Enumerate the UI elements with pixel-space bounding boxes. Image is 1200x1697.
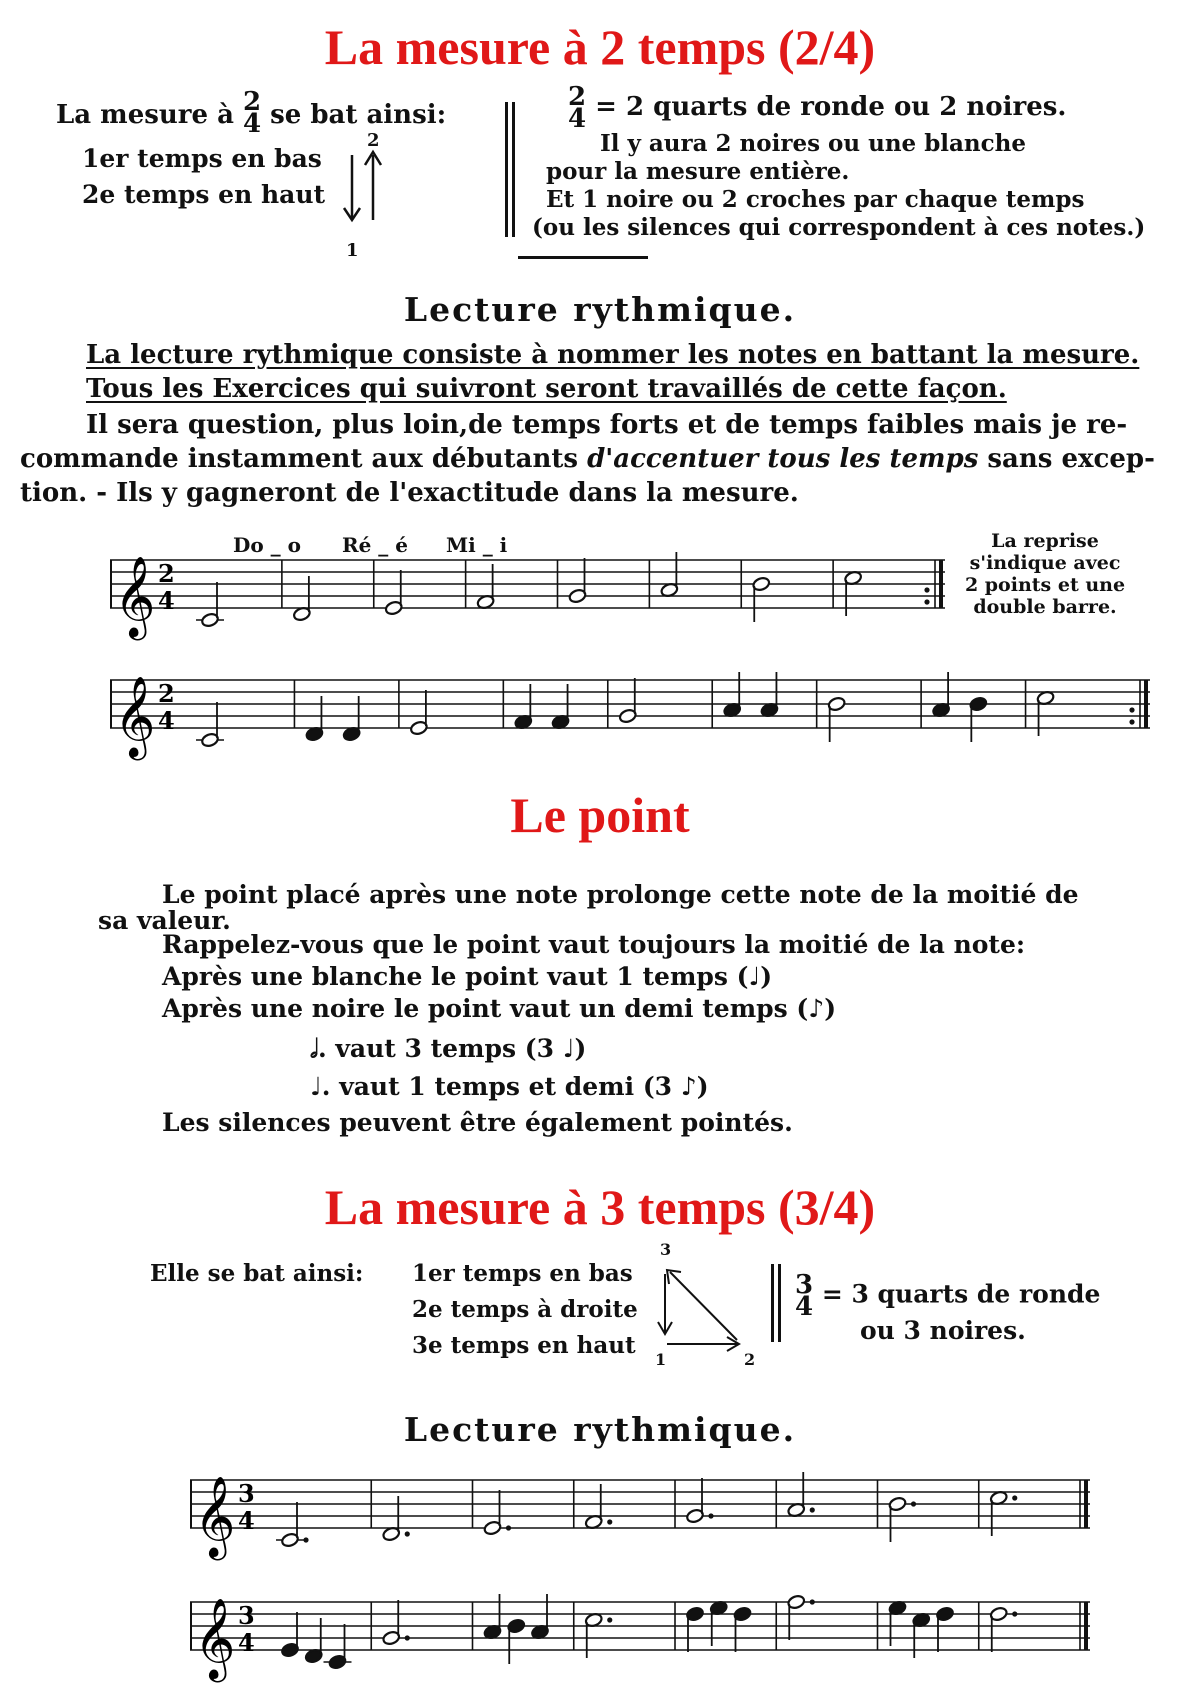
separator3-bar-2 bbox=[778, 1264, 781, 1342]
point-line-4: Après une blanche le point vaut 1 temps (♩) bbox=[162, 962, 773, 991]
augmentation-dot bbox=[303, 1537, 308, 1542]
repeat-dot bbox=[924, 599, 929, 604]
augmentation-dot bbox=[607, 1519, 612, 1524]
beat3-3: 3e temps en haut bbox=[412, 1332, 636, 1359]
lecture-para1-line1: La lecture rythmique consiste à nommer les notes en battant la mesure. bbox=[86, 340, 1140, 370]
lecture-heading-1: Lecture rythmique. bbox=[403, 290, 797, 329]
time-sig-num: 3 bbox=[238, 1601, 255, 1630]
augmentation-dot bbox=[405, 1635, 410, 1640]
lecture-para1-line2: Tous les Exercices qui suivront seront travaillés de cette façon. bbox=[86, 374, 1007, 404]
repeat-dot bbox=[1129, 707, 1134, 712]
underline-rule bbox=[518, 256, 648, 259]
tri-label-2: 2 bbox=[744, 1350, 756, 1369]
time-sig-den: 4 bbox=[238, 1506, 255, 1535]
treble-clef: 𝄞 bbox=[194, 1597, 236, 1679]
arrow-label-1: 1 bbox=[346, 240, 359, 261]
time-sig-den: 4 bbox=[238, 1628, 255, 1657]
lecture-para2-line3: tion. - Ils y gagneront de l'exactitude dans la mesure. bbox=[20, 478, 799, 508]
staff-2 bbox=[110, 660, 1150, 770]
augmentation-dot bbox=[607, 1617, 612, 1622]
treble-clef: 𝄞 bbox=[194, 1475, 236, 1557]
section-title-3-4: La mesure à 3 temps (3/4) bbox=[324, 1179, 876, 1235]
time-sig-num: 2 bbox=[158, 679, 175, 708]
lecture-para2-line1: Il sera question, plus loin,de temps forts et de temps faibles mais je re- bbox=[86, 410, 1128, 440]
point-line-2: sa valeur. bbox=[98, 906, 231, 935]
triangle-beat-diagram bbox=[645, 1250, 760, 1365]
augmentation-dot bbox=[810, 1599, 815, 1604]
beat-1: 1er temps en bas bbox=[82, 144, 322, 173]
tri-label-1: 1 bbox=[655, 1350, 667, 1369]
point-line-7: ♩. vaut 1 temps et demi (3 ♪) bbox=[310, 1072, 709, 1101]
treble-clef: 𝄞 bbox=[114, 555, 156, 637]
augmentation-dot bbox=[506, 1525, 511, 1530]
beat-intro: La mesure à 2 4 se bat ainsi: bbox=[56, 87, 447, 139]
tri-label-3: 3 bbox=[660, 1240, 672, 1259]
syllable-re: Ré _ é bbox=[342, 533, 408, 557]
point-line-1: Le point placé après une note prolonge cette note de la moitié de bbox=[162, 880, 1079, 909]
syllable-mi: Mi _ i bbox=[446, 533, 508, 557]
info-line-3: Et 1 noire ou 2 croches par chaque temps bbox=[546, 186, 1085, 213]
repeat-dot bbox=[1129, 719, 1134, 724]
staff-4 bbox=[190, 1582, 1090, 1692]
beat3-1: 1er temps en bas bbox=[412, 1260, 633, 1287]
beat3-intro: Elle se bat ainsi: bbox=[150, 1260, 364, 1287]
eq-2-4: 2 4 = 2 quarts de ronde ou 2 noires. bbox=[568, 82, 1067, 134]
time-sig-num: 3 bbox=[238, 1479, 255, 1508]
time-sig-den: 4 bbox=[158, 706, 175, 735]
section-title-2-4: La mesure à 2 temps (2/4) bbox=[324, 19, 876, 75]
point-line-5: Après une noire le point vaut un demi temps (♪) bbox=[162, 994, 837, 1023]
augmentation-dot bbox=[708, 1513, 713, 1518]
arrow-label-2: 2 bbox=[367, 130, 380, 151]
augmentation-dot bbox=[1012, 1495, 1017, 1500]
augmentation-dot bbox=[1012, 1611, 1017, 1616]
augmentation-dot bbox=[405, 1531, 410, 1536]
section-title-point: Le point bbox=[510, 787, 690, 843]
beat3-2: 2e temps à droite bbox=[412, 1296, 638, 1323]
augmentation-dot bbox=[810, 1507, 815, 1512]
treble-clef: 𝄞 bbox=[114, 675, 156, 757]
separator3-bar-1 bbox=[771, 1264, 774, 1342]
augmentation-dot bbox=[911, 1501, 916, 1506]
reprise-note: La reprise s'indique avec 2 points et une double barre. bbox=[964, 530, 1126, 618]
info-line-2: pour la mesure entière. bbox=[546, 158, 850, 185]
beat-2: 2e temps en haut bbox=[82, 180, 326, 209]
lecture-heading-2: Lecture rythmique. bbox=[403, 1410, 797, 1449]
repeat-dot bbox=[924, 587, 929, 592]
staff-3 bbox=[190, 1460, 1090, 1570]
info-line-1: Il y aura 2 noires ou une blanche bbox=[600, 130, 1027, 157]
lecture-para2-line2: commande instamment aux débutants d'accentuer tous les temps sans excep- bbox=[20, 444, 1155, 474]
eq-3-4-line2: ou 3 noires. bbox=[860, 1316, 1026, 1345]
info-line-4: (ou les silences qui correspondent à ces notes.) bbox=[532, 214, 1146, 241]
separator-bar-2 bbox=[512, 102, 515, 237]
time-sig-num: 2 bbox=[158, 559, 175, 588]
point-line-6: 𝅗𝅥. vaut 3 temps (3 ♩) bbox=[310, 1034, 587, 1063]
separator-bar-1 bbox=[505, 102, 508, 237]
eq-3-4: 3 4 = 3 quarts de ronde bbox=[795, 1270, 1101, 1322]
time-sig-den: 4 bbox=[158, 586, 175, 615]
point-line-3: Rappelez-vous que le point vaut toujours la moitié de la note: bbox=[162, 930, 1026, 959]
syllable-do: Do _ o bbox=[233, 533, 301, 557]
staff-1 bbox=[110, 540, 945, 650]
point-line-8: Les silences peuvent être également pointés. bbox=[162, 1108, 793, 1137]
